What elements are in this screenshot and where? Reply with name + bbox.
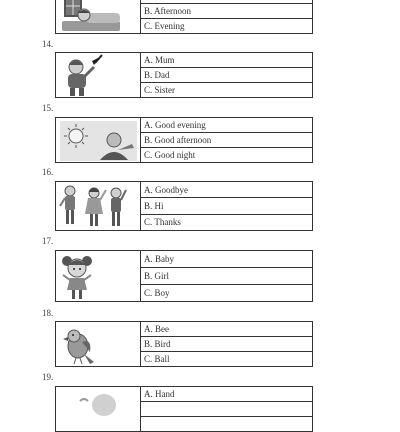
question-16-box [55,181,313,231]
question-19-box [55,386,313,432]
question-number: 15. [42,103,54,113]
option-a[interactable]: A. Hand [141,387,312,402]
question-15-options [141,118,312,162]
option-a[interactable]: A. Good evening [141,118,312,133]
option-a[interactable]: A. Mum [141,53,312,68]
question-14-options [141,53,312,97]
option-b[interactable] [141,402,312,417]
question-18-options [141,322,312,366]
option-b[interactable]: B. Afternoon [141,4,312,19]
question-number: 17. [42,236,54,246]
question-17-picture [56,251,141,301]
option-c[interactable]: C. Ball [144,354,170,364]
option-c[interactable]: C. Evening [144,21,185,31]
option-a[interactable]: A. Bee [141,322,312,337]
round-object-icon [56,387,141,431]
question-19-picture [56,387,141,431]
question-15-picture [56,118,141,162]
question-16-options [141,182,312,230]
question-17-box [55,250,313,302]
children-waving-icon [56,182,141,230]
question-17-options [141,251,312,301]
child-in-bed-icon [56,0,141,33]
question-14-picture [56,53,141,97]
question-number: 16. [42,167,54,177]
option-c[interactable]: C. Good night [144,150,196,160]
option-c[interactable]: C. Sister [144,85,176,95]
question-number: 14. [42,39,54,49]
option-c[interactable] [141,417,312,431]
option-c[interactable]: C. Thanks [144,217,181,228]
question-number: 18. [42,308,54,318]
question-14-box [55,52,313,98]
option-a[interactable]: A. Baby [141,251,312,268]
question-18-box [55,321,313,367]
sun-afternoon-icon [56,118,141,162]
option-b[interactable]: B. Hi [141,198,312,214]
question-18-picture [56,322,141,366]
bird-icon [56,322,141,366]
question-13-picture [56,0,141,33]
question-13-options [141,0,312,33]
option-b[interactable]: B. Bird [141,337,312,352]
option-b[interactable]: B. Girl [141,268,312,285]
question-16-picture [56,182,141,230]
little-girl-icon [56,251,141,301]
question-13-box [55,0,313,34]
question-15-box [55,117,313,163]
question-19-options [141,387,312,431]
option-a[interactable]: A. Goodbye [141,182,312,198]
option-b[interactable]: B. Good afternoon [141,133,312,148]
child-pointing-icon [56,53,141,97]
option-c[interactable]: C. Boy [144,288,170,298]
option-b[interactable]: B. Dad [141,68,312,83]
question-number: 19. [42,372,54,382]
